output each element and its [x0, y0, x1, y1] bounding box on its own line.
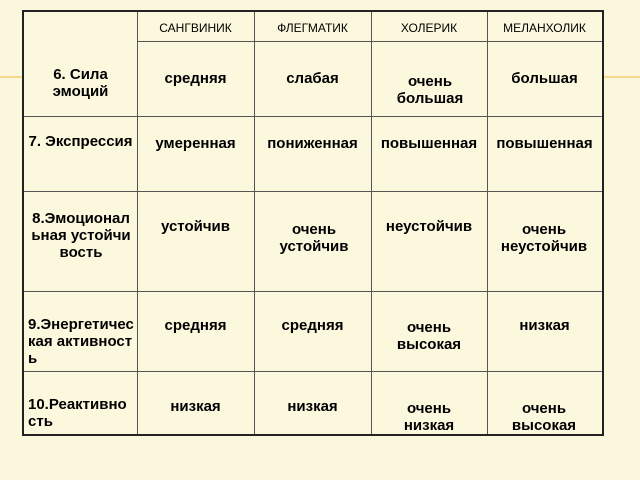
cell-value: умеренная	[155, 135, 236, 152]
row-label-reactivity: 10.Реактивность	[28, 396, 127, 430]
grid-line	[24, 371, 602, 372]
row-label-energy-activity: 9.Энергетическая активность	[28, 316, 134, 367]
cell-value: очень низкая	[403, 400, 455, 434]
grid-line	[137, 41, 602, 42]
cell-value: устойчив	[161, 218, 230, 235]
cell-value: низкая	[170, 398, 221, 415]
grid-line	[24, 291, 602, 292]
cell-value: повышенная	[380, 135, 478, 152]
cell-value: средняя	[164, 317, 227, 334]
cell-value: пониженная	[267, 135, 358, 152]
cell-value: очень высокая	[511, 400, 577, 434]
cell-value: низкая	[519, 317, 570, 334]
column-header-sanguine: САНГВИНИК	[159, 21, 232, 35]
cell-value: низкая	[287, 398, 338, 415]
cell-value: средняя	[164, 70, 227, 87]
cell-value: большая	[511, 70, 578, 87]
cell-value: средняя	[281, 317, 344, 334]
cell-value: очень большая	[396, 73, 464, 107]
column-header-choleric: ХОЛЕРИК	[400, 21, 458, 35]
row-label-emotion-strength: 6. Сила эмоций	[52, 66, 109, 100]
cell-value: очень неустойчив	[500, 221, 588, 255]
column-header-phlegmatic: ФЛЕГМАТИК	[277, 21, 348, 35]
grid-line	[24, 191, 602, 192]
cell-value: слабая	[286, 70, 339, 87]
temperament-table	[22, 10, 604, 436]
row-label-expression: 7. Экспрессия	[28, 133, 133, 150]
cell-value: неустойчив	[385, 218, 473, 235]
column-header-melancholic: МЕЛАНХОЛИК	[503, 21, 586, 35]
cell-value: очень высокая	[396, 319, 462, 353]
cell-value: очень устойчив	[279, 221, 349, 255]
row-label-emotional-stability: 8.Эмоциональная устойчивость	[31, 210, 131, 261]
grid-line	[24, 116, 602, 117]
cell-value: повышенная	[496, 135, 593, 152]
